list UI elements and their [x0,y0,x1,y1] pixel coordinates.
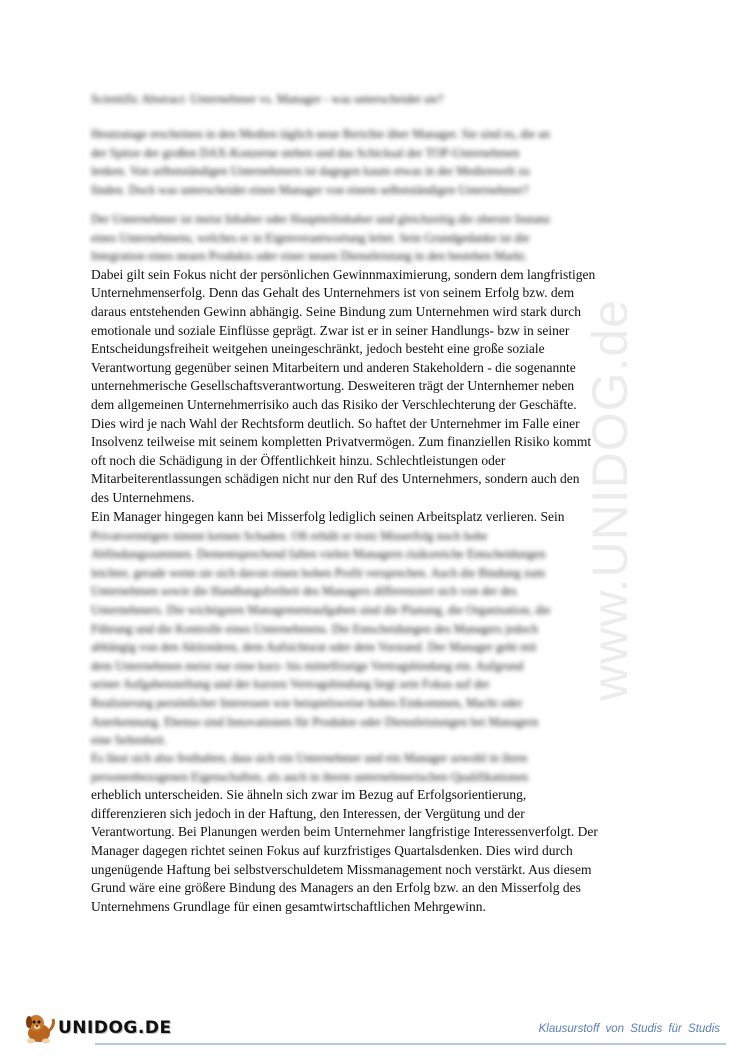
text-line: Führung und die Kontrolle eines Unternehmens. Die Entscheidungen des Managers jedoch [91,621,539,636]
text-line: Entscheidungsfreiheit weitgehen uneingeschränkt, jedoch besteht eine große soziale [91,341,545,357]
text-line: personenbezogenen Eigenschaften, als auch in ihrem unternehmerischen Qualifikationen [91,769,529,784]
text-line: Heutzutage erscheinen in den Medien täglich neue Berichte über Manager. Sie sind es, die an [91,127,550,141]
text-line: Unternehmenserfolg. Denn das Gehalt des Unternehmers ist von seinem Erfolg bzw. dem [91,285,575,301]
text-line: der Spitze der großen DAX-Konzerne stehen und das Schicksal der TOP-Unternehmen [91,145,520,160]
text-line: Realisierung persönlicher Interessen wie beispielsweise hohes Einkommen, Macht oder [91,695,523,710]
text-line: Unternehmers. Die wichtigsten Managementaufgaben sind die Planung, die Organisation, die [91,602,551,617]
text-line: Manager dagegen richtet seinen Fokus auf kurzfristiges Quartalsdenken. Dies wird durch [91,842,573,858]
paragraph-4 [91,749,661,916]
paragraph-2-visible [91,266,661,508]
text-line: Ein Manager hingegen kann bei Misserfolg lediglich seinen Arbeitsplatz verlieren. Sein [91,509,565,524]
text-line: eine Seltenheit. [91,733,167,748]
text-line: emotionale und soziale Einflüsse geprägt. Zwar ist er in seiner Handlungs- bzw in seiner [91,322,570,338]
text-line: Mitarbeiterentlassungen schädigen nicht nur den Ruf des Unternehmers, sondern auch den [91,471,580,487]
text-line: Der Unternehmer ist meist Inhaber oder Hauptteilinhaber und gleichzeitig die oberste Instanz [91,212,551,226]
text-line: oft noch die Schädigung in der Öffentlichkeit hinzu. Schlechtleistungen oder [91,452,506,468]
text-line: eines Unternehmens, welches er in Eigenverantwortung leitet. Sein Grundgedanke ist die [91,230,530,245]
text-line: erheblich unterscheiden. Sie ähneln sich zwar im Bezug auf Erfolgsorientierung, [91,787,527,803]
text-line: differenzieren sich jedoch in der Haftung, den Interessen, der Vergütung und der [91,805,525,821]
text-line: ungenügende Haftung bei selbstverschuldetem Missmanagement noch verstärkt. Aus diesem [91,861,592,877]
text-line: dem Unternehmen meist nur eine kurz- bis mittelfristige Vertragsbindung ein. Aufgrund [91,658,524,673]
paragraph-3 [91,508,661,750]
paragraph-3-visible [91,508,661,527]
text-line: Grund wäre eine größere Bindung des Managers an den Erfolg bzw. an den Misserfolg des [91,880,581,896]
text-line: Unternehmens Grundlage für einen gesamtwirtschaftlichen Mehrgewinn. [91,898,486,914]
text-line: des Unternehmens. [91,489,195,505]
text-line: lenken. Von selbstständigen Unternehmern ist dagegen kaum etwas in der Medienwelt zu [91,164,530,179]
paragraph-2-blurred [91,210,661,266]
paragraph-4-blurred [91,749,661,786]
paragraph-1 [91,125,661,199]
watermark: www.UNIDOG.de [582,299,638,701]
text-line: Anerkennung. Ebenso sind Innovationen für Produkte oder Dienstleistungen bei Managern [91,714,539,729]
text-line: seiner Aufgabenstellung und der kurzen Vertragsbindung liegt sein Fokus auf der [91,677,490,692]
paragraph-4-visible [91,786,661,916]
text-line: Abfindungssummen. Dementsprechend fallen vielen Managern risikoreiche Entscheidungen [91,547,546,562]
text-line: Verantwortung gegenüber seinen Mitarbeitern und anderen Stakeholdern - die sogenannte [91,359,576,375]
text-line: Unternehmen sowie die Handlungsfreiheit des Managers differenziert sich von der des [91,584,517,599]
text-line: unternehmerische Gesellschaftsverantwortung. Desweiteren trägt der Unternhemer neben [91,378,575,394]
text-line: Dabei gilt sein Fokus nicht der persönlichen Gewinnmaximierung, sondern dem langfristigen [91,266,596,282]
text-line: Verantwortung. Bei Planungen werden beim Unternehmer langfristige Interessenverfolgt. Der [91,824,598,840]
text-line: finden. Doch was unterscheidet einen Manager von einem selbstständigen Unternehmer? [91,182,529,197]
logo-text: UNIDOG.DE [58,1018,172,1038]
text-line: Dies wird je nach Wahl der Rechtsform deutlich. So haftet der Unternehmer im Falle einer [91,415,580,431]
text-line: abhängig von den Aktionären, dem Aufsichtsrat oder dem Vorstand. Der Manager geht mit [91,640,537,655]
text-line: daraus entstehenden Gewinn abhängig. Seine Bindung zum Unternehmen wird stark durch [91,303,581,319]
unidog-logo[interactable] [22,1008,172,1048]
text-line: Privatvermögen nimmt keinen Schaden. Oft erhält er trotz Misserfolg noch hohe [91,528,488,543]
paragraph-3-blurred [91,527,661,750]
footer-divider [95,1043,726,1045]
paragraph-2 [91,210,661,508]
text-line: dem allgemeinen Unternehmerrisiko auch das Risiko der Verschlechterung der Geschäfte. [91,396,577,412]
footer-tagline: Klausurstoff von Studis für Studis [538,1023,720,1035]
text-line: Integration eines neuen Produkts oder einer neuen Dienstleistung in den bestehen Markt. [91,249,528,264]
document-title: Scientific Abstract: Unternehmer vs. Manager - was unterscheidet sie? [91,92,444,106]
dog-mascot-icon [22,1011,56,1045]
text-line: leichter, gerade wenn sie sich davon einen hohen Profit versprechen. Auch die Bindung zum [91,565,546,580]
text-line: Es lässt sich also festhalten, dass sich ein Unternehmer und ein Manager sowohl in ihren [91,751,528,765]
text-line: Insolvenz teilweise mit seinem kompletten Privatvermögen. Zum finanziellen Risiko kommt [91,434,592,450]
